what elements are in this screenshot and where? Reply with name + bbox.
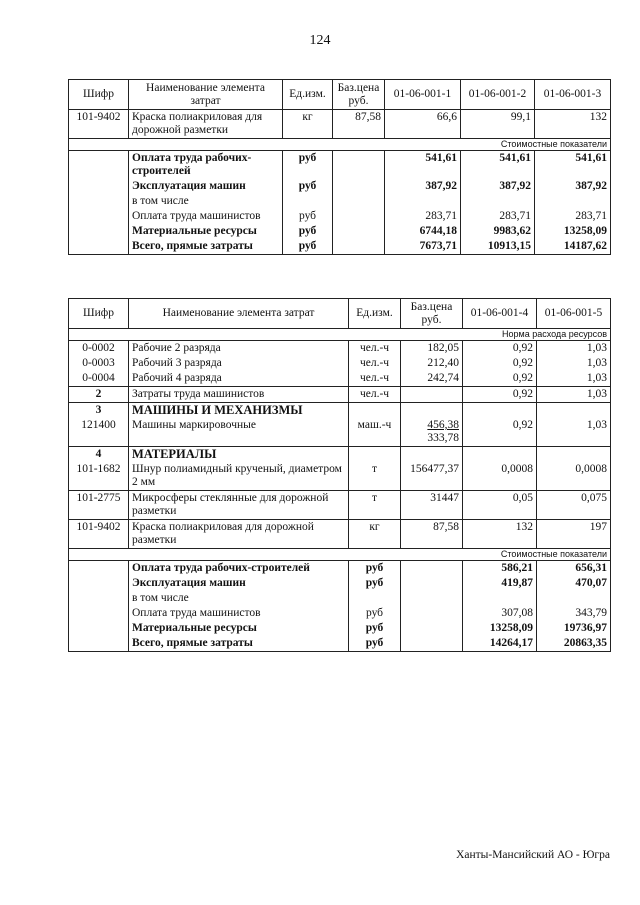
header-col-3: 01-06-001-3 [535, 80, 611, 110]
cost-name: Всего, прямые затраты [129, 636, 349, 652]
cost-value: 307,08 [463, 606, 537, 621]
labor-name: Рабочий 4 разряда [129, 371, 349, 387]
cost-indicators-label: Стоимостные показатели [69, 139, 611, 151]
header-code: Шифр [69, 80, 129, 110]
header-price: Баз.цена руб. [401, 299, 463, 329]
cost-name: Материальные ресурсы [129, 224, 283, 239]
page-number: 124 [309, 33, 331, 48]
machine-price [401, 418, 463, 447]
cost-value: 387,92 [535, 179, 611, 194]
resource-name: Краска полиакриловая для дорожной разметки [129, 110, 283, 139]
drivers-value: 1,03 [537, 387, 611, 403]
machine-value: 0,92 [463, 418, 537, 447]
header-col-2: 01-06-001-2 [461, 80, 535, 110]
cost-value: 20863,35 [537, 636, 611, 652]
cost-value: 656,31 [537, 561, 611, 577]
material-name: Краска полиакриловая для дорожной разметки [129, 520, 349, 549]
table-header-row [69, 80, 611, 110]
header-code: Шифр [69, 299, 129, 329]
drivers-value: 0,92 [463, 387, 537, 403]
table-row [69, 418, 611, 447]
table-row [69, 341, 611, 357]
table-row [69, 194, 611, 209]
material-value: 132 [463, 520, 537, 549]
section-row [69, 447, 611, 463]
table-row [69, 520, 611, 549]
cost-value: 419,87 [463, 576, 537, 591]
cost-value: 13258,09 [535, 224, 611, 239]
labor-value: 0,92 [463, 341, 537, 357]
cost-unit: руб [349, 606, 401, 621]
labor-unit: чел.-ч [349, 371, 401, 387]
cost-name: Всего, прямые затраты [129, 239, 283, 255]
cost-value: 541,61 [461, 151, 535, 180]
machine-unit: маш.-ч [349, 418, 401, 447]
section-title: МАТЕРИАЛЫ [129, 447, 349, 463]
cost-value: 343,79 [537, 606, 611, 621]
table-row [69, 606, 611, 621]
cost-value: 7673,71 [385, 239, 461, 255]
cost-unit: руб [349, 621, 401, 636]
resource-value: 66,6 [385, 110, 461, 139]
header-unit: Ед.изм. [283, 80, 333, 110]
table-row [69, 462, 611, 491]
material-unit: т [349, 462, 401, 491]
cost-value: 283,71 [461, 209, 535, 224]
labor-name: Рабочие 2 разряда [129, 341, 349, 357]
header-price: Баз.цена руб. [333, 80, 385, 110]
labor-value: 0,92 [463, 356, 537, 371]
table-row [69, 110, 611, 139]
table-row [69, 591, 611, 606]
material-price: 156477,37 [401, 462, 463, 491]
resource-unit: кг [283, 110, 333, 139]
cost-name: Оплата труда рабочих-строителей [129, 561, 349, 577]
drivers-name: Затраты труда машинистов [129, 387, 349, 403]
table-row [69, 491, 611, 520]
cost-value: 586,21 [463, 561, 537, 577]
cost-name: в том числе [129, 194, 283, 209]
section-title: МАШИНЫ И МЕХАНИЗМЫ [129, 403, 349, 419]
labor-price: 242,74 [401, 371, 463, 387]
labor-value: 1,03 [537, 371, 611, 387]
cost-value: 541,61 [385, 151, 461, 180]
cost-table-2 [68, 298, 611, 652]
material-name: Шнур полиамидный крученый, диаметром 2 мм [129, 462, 349, 491]
cost-value: 10913,15 [461, 239, 535, 255]
labor-code: 0-0002 [69, 341, 129, 357]
machine-price-main: 456,38 [427, 419, 459, 431]
resource-value: 132 [535, 110, 611, 139]
table-row [69, 576, 611, 591]
cost-unit: руб [349, 561, 401, 577]
material-value: 0,05 [463, 491, 537, 520]
cost-unit: руб [283, 224, 333, 239]
header-unit: Ед.изм. [349, 299, 401, 329]
drivers-unit: чел.-ч [349, 387, 401, 403]
cost-unit: руб [349, 576, 401, 591]
drivers-code: 2 [69, 387, 129, 403]
table-row [69, 371, 611, 387]
cost-value: 283,71 [535, 209, 611, 224]
cost-indicators-row [69, 549, 611, 561]
cost-unit: руб [283, 179, 333, 194]
cost-name: в том числе [129, 591, 349, 606]
material-code: 101-1682 [69, 462, 129, 491]
labor-name: Рабочий 3 разряда [129, 356, 349, 371]
labor-code: 0-0003 [69, 356, 129, 371]
table-row [69, 224, 611, 239]
cost-value: 6744,18 [385, 224, 461, 239]
section-row [69, 403, 611, 419]
cost-value: 387,92 [385, 179, 461, 194]
table-row [69, 621, 611, 636]
cost-unit: руб [283, 209, 333, 224]
material-unit: кг [349, 520, 401, 549]
cost-value: 283,71 [385, 209, 461, 224]
machine-name: Машины маркировочные [129, 418, 349, 447]
material-name: Микросферы стеклянные для дорожной разметки [129, 491, 349, 520]
labor-price: 182,05 [401, 341, 463, 357]
table-row [69, 356, 611, 371]
norm-label: Норма расхода ресурсов [69, 329, 611, 341]
cost-unit: руб [283, 151, 333, 180]
table-row [69, 561, 611, 577]
labor-price: 212,40 [401, 356, 463, 371]
table-row [69, 239, 611, 255]
table-row [69, 179, 611, 194]
cost-value: 13258,09 [463, 621, 537, 636]
cost-name: Оплата труда машинистов [129, 606, 349, 621]
cost-name: Эксплуатация машин [129, 179, 283, 194]
labor-value: 1,03 [537, 356, 611, 371]
table-row [69, 636, 611, 652]
section-code: 4 [69, 447, 129, 463]
material-price: 87,58 [401, 520, 463, 549]
labor-unit: чел.-ч [349, 356, 401, 371]
table-row [69, 387, 611, 403]
cost-unit: руб [349, 636, 401, 652]
cost-name: Эксплуатация машин [129, 576, 349, 591]
machine-price-secondary: 333,78 [427, 432, 459, 444]
norm-row [69, 329, 611, 341]
resource-value: 99,1 [461, 110, 535, 139]
cost-value: 387,92 [461, 179, 535, 194]
table-header-row [69, 299, 611, 329]
labor-value: 1,03 [537, 341, 611, 357]
machine-value: 1,03 [537, 418, 611, 447]
table-row [69, 209, 611, 224]
material-value: 197 [537, 520, 611, 549]
table-row [69, 151, 611, 180]
material-code: 101-9402 [69, 520, 129, 549]
machine-code: 121400 [69, 418, 129, 447]
cost-name: Материальные ресурсы [129, 621, 349, 636]
material-value: 0,075 [537, 491, 611, 520]
resource-price: 87,58 [333, 110, 385, 139]
resource-code: 101-9402 [69, 110, 129, 139]
labor-value: 0,92 [463, 371, 537, 387]
header-name: Наименование элемента затрат [129, 80, 283, 110]
material-code: 101-2775 [69, 491, 129, 520]
cost-value: 470,07 [537, 576, 611, 591]
section-code: 3 [69, 403, 129, 419]
labor-unit: чел.-ч [349, 341, 401, 357]
cost-value: 14187,62 [535, 239, 611, 255]
material-price: 31447 [401, 491, 463, 520]
cost-value: 19736,97 [537, 621, 611, 636]
cost-value: 14264,17 [463, 636, 537, 652]
header-col-1: 01-06-001-1 [385, 80, 461, 110]
material-value: 0,0008 [463, 462, 537, 491]
cost-indicators-row [69, 139, 611, 151]
header-name: Наименование элемента затрат [129, 299, 349, 329]
material-unit: т [349, 491, 401, 520]
header-col-4: 01-06-001-4 [463, 299, 537, 329]
cost-name: Оплата труда рабочих-строителей [129, 151, 283, 180]
header-col-5: 01-06-001-5 [537, 299, 611, 329]
footer-region: Ханты-Мансийский АО - Югра [456, 849, 610, 861]
cost-unit: руб [283, 239, 333, 255]
cost-indicators-label: Стоимостные показатели [69, 549, 611, 561]
cost-name: Оплата труда машинистов [129, 209, 283, 224]
cost-table-1 [68, 79, 611, 255]
material-value: 0,0008 [537, 462, 611, 491]
labor-code: 0-0004 [69, 371, 129, 387]
cost-value: 541,61 [535, 151, 611, 180]
cost-value: 9983,62 [461, 224, 535, 239]
